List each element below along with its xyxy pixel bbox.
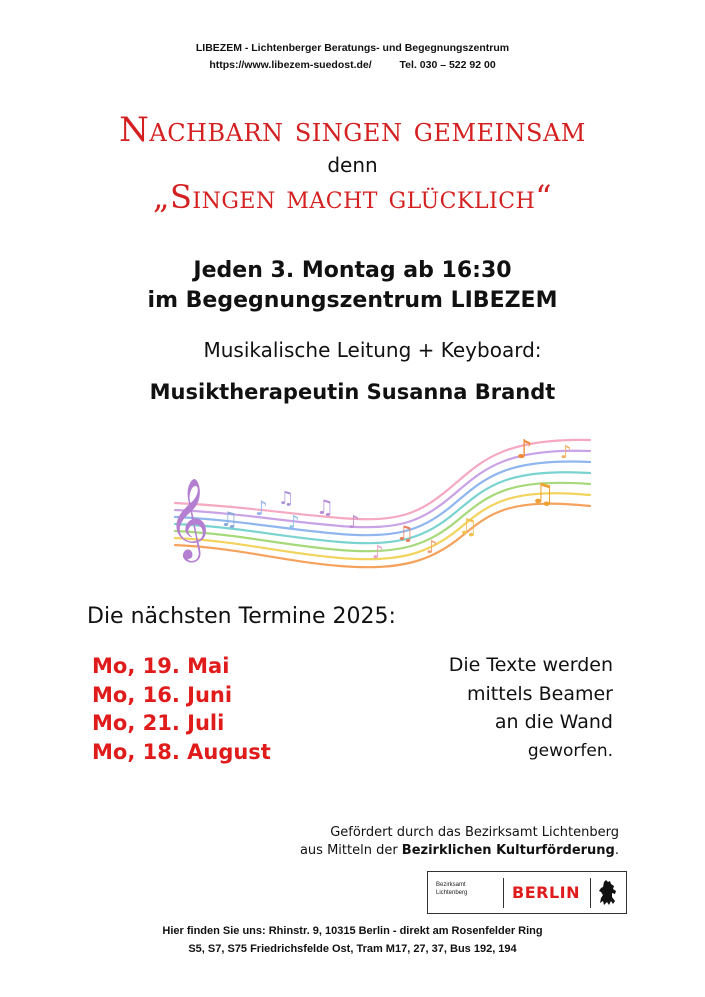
header-phone: Tel. 030 – 522 92 00 bbox=[399, 59, 496, 71]
svg-text:𝄞: 𝄞 bbox=[168, 477, 210, 559]
note-line: Die Texte werden bbox=[448, 654, 613, 676]
date-item: Mo, 16. Juni bbox=[92, 683, 233, 707]
title-line1: Nachbarn singen gemeinsam bbox=[119, 110, 586, 150]
logo-berlin-wordmark: BERLIN bbox=[512, 883, 580, 902]
svg-text:♪: ♪ bbox=[288, 512, 300, 533]
header-url[interactable]: https://www.libezem-suedost.de/ bbox=[209, 59, 372, 71]
svg-text:♫: ♫ bbox=[316, 495, 334, 519]
footer-address: Hier finden Sie uns: Rhinstr. 9, 10315 Berlin - direkt am Rosenfelder Ring bbox=[162, 925, 543, 937]
date-item: Mo, 18. August bbox=[92, 740, 271, 764]
svg-text:♫: ♫ bbox=[530, 477, 556, 510]
title-connector: denn bbox=[327, 153, 378, 177]
title-line2: „Singen macht glücklich“ bbox=[152, 178, 553, 216]
note-line: an die Wand bbox=[494, 711, 613, 733]
footer-transport: S5, S7, S75 Friedrichsfelde Ost, Tram M17, 27, 37, Bus 192, 194 bbox=[188, 943, 517, 955]
date-item: Mo, 19. Mai bbox=[92, 654, 230, 678]
svg-text:♪: ♪ bbox=[372, 542, 384, 563]
funding-line2 bbox=[300, 843, 619, 858]
header-contact bbox=[0, 59, 705, 71]
music-staff-illustration bbox=[160, 418, 600, 593]
funding-prefix: aus Mitteln der bbox=[299, 843, 402, 858]
svg-text:♫: ♫ bbox=[278, 488, 295, 509]
funding-line1: Gefördert durch das Bezirksamt Lichtenberg bbox=[330, 825, 619, 840]
logo-left-line1: Bezirksamt bbox=[436, 882, 466, 888]
funding-program: Bezirklichen Kulturförderung bbox=[401, 843, 615, 858]
svg-text:♪: ♪ bbox=[255, 496, 268, 520]
leadership-label: Musikalische Leitung + Keyboard: bbox=[203, 338, 542, 362]
leadership-name: Musiktherapeutin Susanna Brandt bbox=[149, 380, 556, 404]
svg-text:♪: ♪ bbox=[348, 512, 360, 533]
svg-text:♪: ♪ bbox=[426, 537, 438, 558]
svg-text:♪: ♪ bbox=[516, 435, 533, 465]
note-line: geworfen. bbox=[527, 741, 613, 761]
schedule-line1: Jeden 3. Montag ab 16:30 bbox=[193, 258, 512, 283]
funding-suffix: . bbox=[614, 843, 619, 858]
note-line: mittels Beamer bbox=[467, 683, 613, 705]
bezirksamt-logo bbox=[427, 871, 627, 914]
svg-text:♫: ♫ bbox=[458, 515, 478, 540]
header-org: LIBEZEM - Lichtenberger Beratungs- und Begegnungszentrum bbox=[195, 42, 510, 54]
logo-left-line2: Lichtenberg bbox=[436, 890, 468, 896]
svg-text:♪: ♪ bbox=[560, 442, 572, 463]
date-item: Mo, 21. Juli bbox=[92, 711, 225, 735]
berlin-bear-icon bbox=[595, 879, 621, 907]
logo-divider bbox=[590, 878, 591, 908]
svg-text:♫: ♫ bbox=[396, 521, 414, 545]
schedule-line2: im Begegnungszentrum LIBEZEM bbox=[147, 288, 558, 313]
svg-text:♫: ♫ bbox=[220, 507, 238, 531]
dates-heading: Die nächsten Termine 2025: bbox=[87, 604, 396, 629]
logo-authority bbox=[436, 881, 467, 897]
logo-divider bbox=[503, 878, 504, 908]
